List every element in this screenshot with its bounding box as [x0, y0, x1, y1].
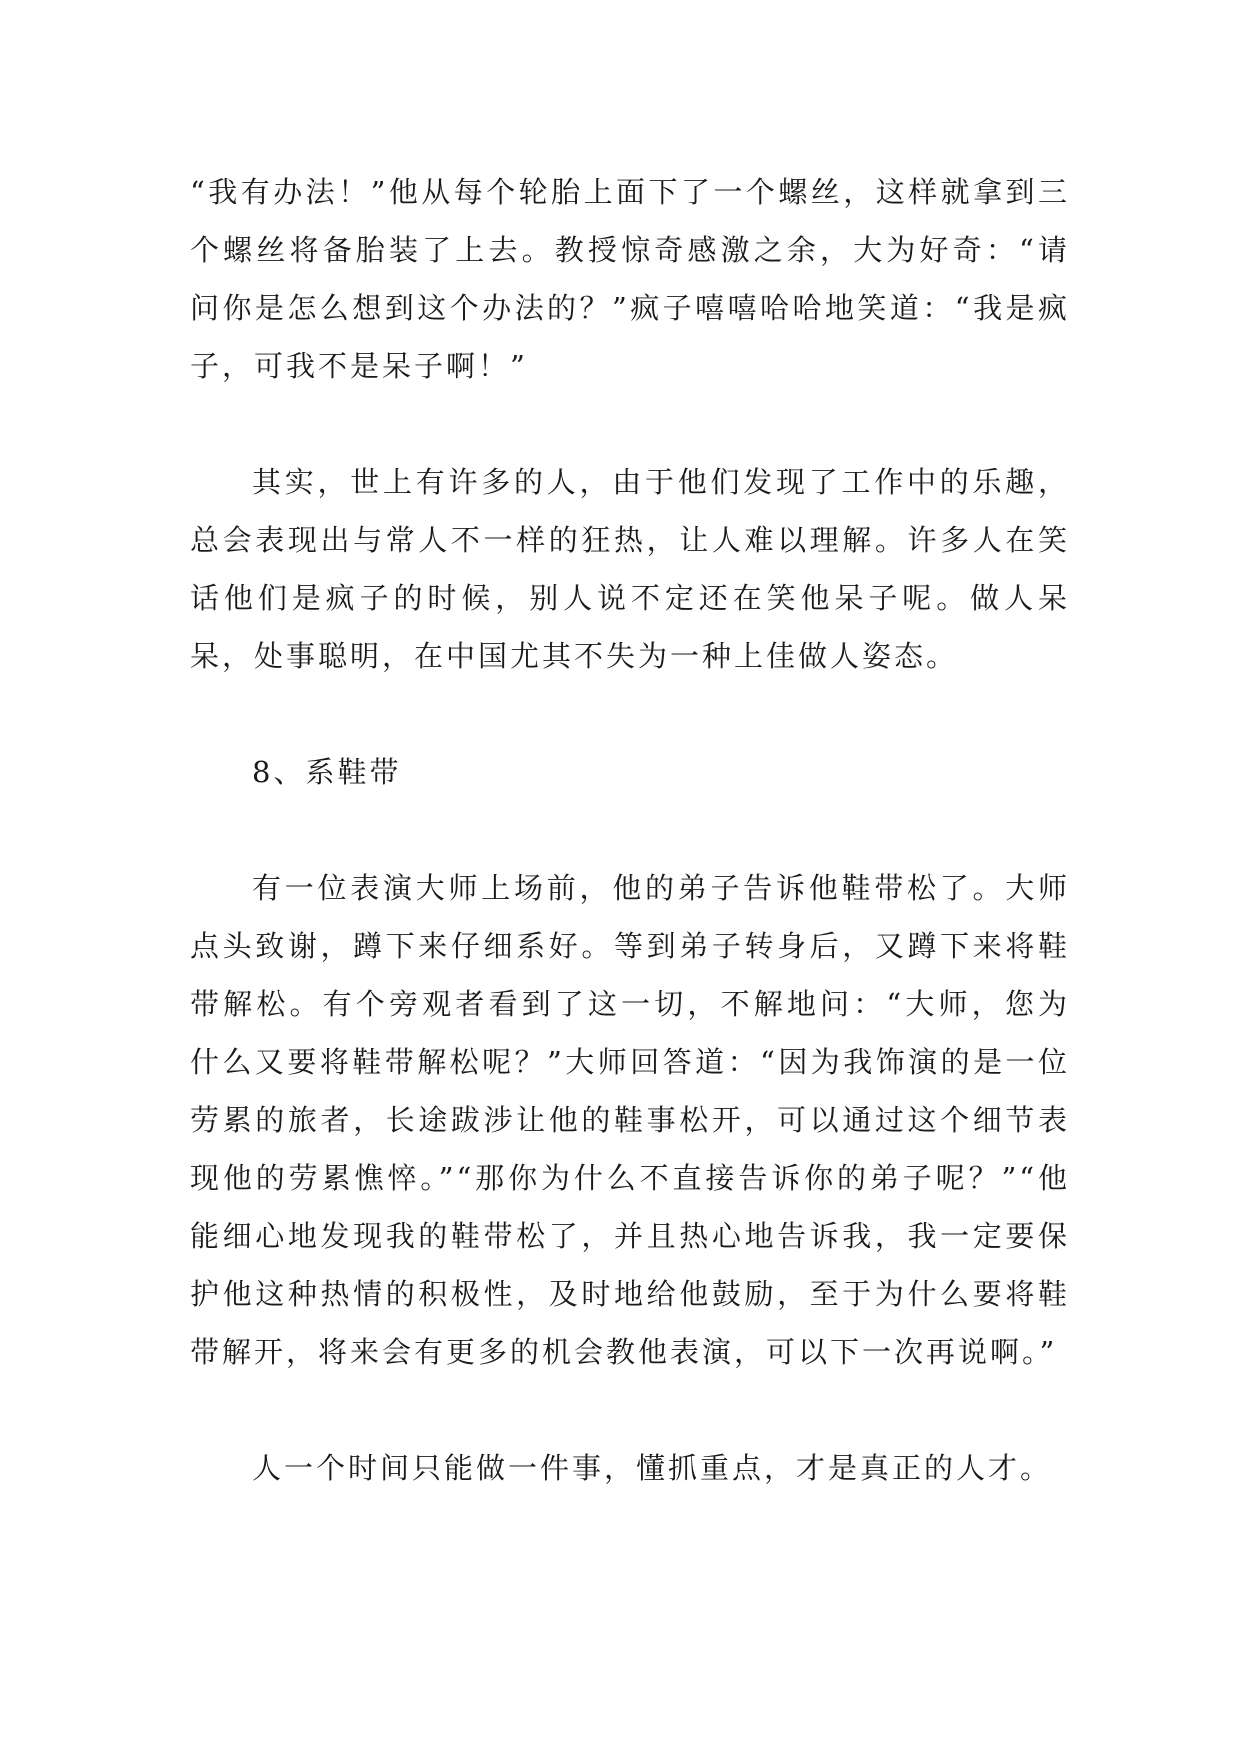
- document-body: [190, 163, 1070, 1555]
- paragraph-conclusion: 人一个时间只能做一件事，懂抓重点，才是真正的人才。: [252, 1451, 1053, 1485]
- section-heading-shoelace: 8、系鞋带: [252, 755, 402, 789]
- paragraph-fool-reflection: 其实，世上有许多的人，由于他们发现了工作中的乐趣，总会表现出与常人不一样的狂热，让人难以理解。许多人在笑话他们是疯子的时候，别人说不定还在笑他呆子呢。做人呆呆，处事聪明，在中国尤其不失为一种上佳做人姿态。: [190, 465, 1070, 673]
- paragraph-professor-story-ending: “我有办法！”他从每个轮胎上面下了一个螺丝，这样就拿到三个螺丝将备胎装了上去。教授惊奇感激之余，大为好奇：“请问你是怎么想到这个办法的？”疯子嘻嘻哈哈地笑道：“我是疯子，可我不是呆子啊！”: [190, 175, 1070, 383]
- paragraph-shoelace-story: 有一位表演大师上场前，他的弟子告诉他鞋带松了。大师点头致谢，蹲下来仔细系好。等到弟子转身后，又蹲下来将鞋带解松。有个旁观者看到了这一切，不解地问：“大师，您为什么又要将鞋带解松呢？”大师回答道：“因为我饰演的是一位劳累的旅者，长途跋涉让他的鞋事松开，可以通过这个细节表现他的劳累憔悴。”“那你为什么不直接告诉你的弟子呢？”“他能细心地发现我的鞋带松了，并且热心地告诉我，我一定要保护他这种热情的积极性，及时地给他鼓励，至于为什么要将鞋带解开，将来会有更多的机会教他表演，可以下一次再说啊。”: [190, 871, 1070, 1369]
